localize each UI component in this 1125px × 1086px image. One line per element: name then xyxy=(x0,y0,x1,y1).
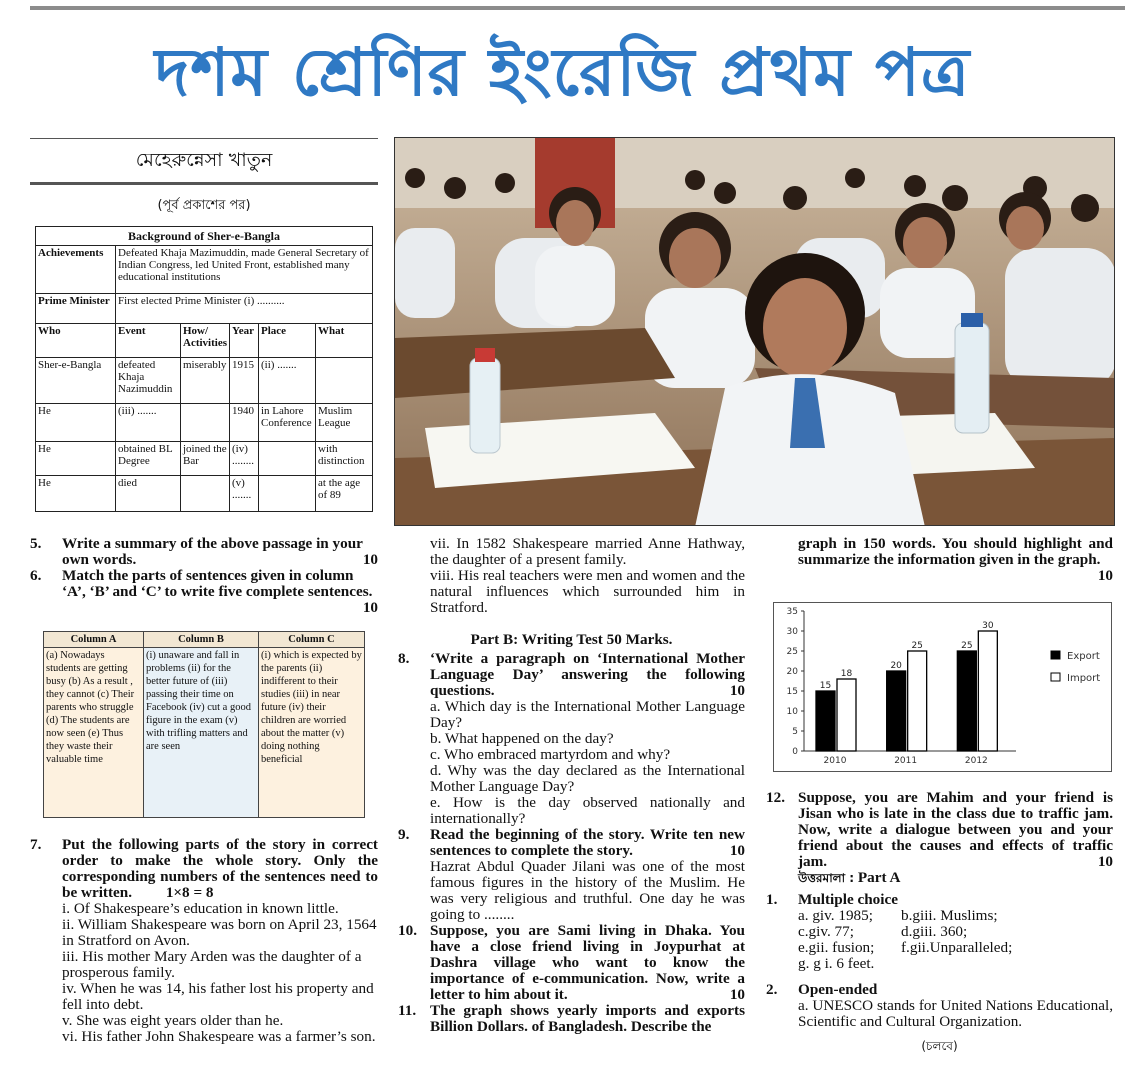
table-cell: at the age of 89 xyxy=(316,476,373,512)
author-bottom-rule xyxy=(30,182,378,185)
author-name: মেহেরুন্নেসা খাতুন xyxy=(135,149,273,171)
table-cell: obtained BL Degree xyxy=(116,442,181,476)
question-marks: 10 xyxy=(1097,853,1113,870)
answer-title: Multiple choice xyxy=(798,891,898,908)
header-cell: Who xyxy=(36,324,116,358)
table-row xyxy=(36,476,373,512)
question-number: 10. xyxy=(398,922,417,939)
author-top-rule xyxy=(30,138,378,139)
column-b-header: Column B xyxy=(144,632,259,648)
bar-export xyxy=(887,671,906,751)
list-item: i. Of Shakespeare’s education in known little. xyxy=(62,900,339,917)
table-cell: with distinction xyxy=(316,442,373,476)
header-cell: Year xyxy=(230,324,259,358)
table-cell: Muslim League xyxy=(316,404,373,442)
data-label: 15 xyxy=(819,681,832,691)
answer-number: 2. xyxy=(766,981,778,998)
question-number: 6. xyxy=(30,567,42,584)
column-a-items: (a) Nowadays students are getting busy (b) As a result , they cannot (c) Their parents who struggle (d) The students are now seen (e) Thus they waste their valuable time xyxy=(44,648,144,818)
question-number: 11. xyxy=(398,1002,417,1019)
column-2 xyxy=(398,536,745,1035)
exam-hall-photo xyxy=(394,137,1115,526)
mc-answers xyxy=(798,908,1113,972)
legend-label-export: Export xyxy=(1067,651,1100,662)
question-marks: 10 xyxy=(729,682,745,699)
table-cell: 1940 xyxy=(230,404,259,442)
y-tick-label: 15 xyxy=(786,687,798,697)
question-6 xyxy=(30,568,378,616)
list-item: viii. His real teachers were men and women and the natural influences which surrounded him in Stratford. xyxy=(430,567,745,616)
table-cell xyxy=(181,476,230,512)
achievements-label: Achievements xyxy=(36,246,116,294)
column-b-items: (i) unaware and fall in problems (ii) for the better future of (iii) passing their time on Facebook (iv) cut a good figure in the exam (v) with trifling matters and are seen xyxy=(144,648,259,818)
question-marks: 10 xyxy=(362,599,378,616)
table-cell: (v) ....... xyxy=(230,476,259,512)
answers-heading xyxy=(798,870,1113,886)
bar-import xyxy=(908,651,927,751)
column-a-header: Column A xyxy=(44,632,144,648)
mc-answer: d.giii. 360; xyxy=(901,923,968,940)
page-title: দশম শ্রেণির ইংরেজি প্রথম পত্র xyxy=(154,34,971,111)
question-number: 9. xyxy=(398,826,410,843)
table-cell: (iii) ....... xyxy=(116,404,181,442)
question-text: Match the parts of sentences given in column ‘A’, ‘B’ and ‘C’ to write five complete sentences. xyxy=(62,567,373,600)
background-table xyxy=(35,226,373,512)
table-cell xyxy=(259,476,316,512)
pm-label: Prime Minister xyxy=(36,294,116,324)
import-export-chart xyxy=(773,602,1112,772)
story-beginning: Hazrat Abdul Quader Jilani was one of the most famous figures in the history of the Muslim. He was very religious and truthful. One day he was going to ........ xyxy=(430,858,745,923)
table-cell: joined the Bar xyxy=(181,442,230,476)
question-text: Read the beginning of the story. Write ten new sentences to complete the story. xyxy=(430,826,745,859)
table-cell: He xyxy=(36,476,116,512)
pm-text: First elected Prime Minister (i) .......... xyxy=(116,294,373,324)
y-tick-label: 25 xyxy=(786,647,798,657)
table-header-row xyxy=(36,324,373,358)
table-cell: (ii) ....... xyxy=(259,358,316,404)
data-label: 25 xyxy=(911,641,923,651)
list-item: a. Which day is the International Mother Language Day? xyxy=(430,698,745,731)
list-item: d. Why was the day declared as the International Mother Language Day? xyxy=(430,762,745,795)
column-c-items: (i) which is expected by the parents (ii) indifferent to their studies (iii) in near future (iv) their children are worried about the matter (v) doing nothing beneficial xyxy=(259,648,365,818)
continued-note: (পূর্ব প্রকাশের পর) xyxy=(157,198,251,213)
y-tick-label: 30 xyxy=(786,627,798,637)
table-cell xyxy=(181,404,230,442)
question-12 xyxy=(766,790,1113,870)
table-row xyxy=(36,358,373,404)
question-text: Put the following parts of the story in correct order to make the whole story. Only the corresponding numbers of the sentences need to be written. xyxy=(62,836,378,901)
question-number: 5. xyxy=(30,535,42,552)
answers-label: উত্তরমালা : xyxy=(798,871,855,885)
column-3 xyxy=(766,790,1113,1054)
table-cell xyxy=(259,442,316,476)
table-cell: 1915 xyxy=(230,358,259,404)
question-7 xyxy=(30,837,378,1045)
answer-1 xyxy=(766,892,1113,908)
table-cell: He xyxy=(36,442,116,476)
y-tick-label: 20 xyxy=(786,667,798,677)
mc-answer: f.gii.Unparalleled; xyxy=(901,939,1013,956)
part-b-heading: Part B: Writing Test 50 Marks. xyxy=(470,631,673,648)
table-cell xyxy=(316,358,373,404)
question-marks: 10 xyxy=(729,842,745,859)
mc-answer: e.gii. fusion; xyxy=(798,939,875,956)
legend-swatch-import xyxy=(1051,673,1060,681)
bar-export xyxy=(816,691,835,751)
question-10 xyxy=(398,923,745,1003)
list-item: vii. In 1582 Shakespeare married Anne Hathway, the daughter of a present family. xyxy=(430,535,745,568)
question-marks: 10 xyxy=(729,986,745,1003)
question-text: The graph shows yearly imports and exports Billion Dollars. of Bangladesh. Describe the xyxy=(430,1002,745,1035)
list-item: v. She was eight years older than he. xyxy=(62,1012,284,1029)
answer-2 xyxy=(766,982,1113,998)
list-item: vi. His father John Shakespeare was a farmer’s son. xyxy=(62,1028,376,1045)
table-cell: in Lahore Conference xyxy=(259,404,316,442)
story-parts xyxy=(62,901,378,1045)
header-cell: How/ Activities xyxy=(181,324,230,358)
table-title: Background of Sher-e-Bangla xyxy=(36,227,373,246)
header-cell: What xyxy=(316,324,373,358)
list-item: ii. William Shakespeare was born on April 23, 1564 in Stratford on Avon. xyxy=(62,916,377,949)
header-cell: Place xyxy=(259,324,316,358)
table-row xyxy=(36,442,373,476)
list-item: c. Who embraced martyrdom and why? xyxy=(430,746,671,763)
mc-answer: a. giv. 1985; xyxy=(798,907,873,924)
answer-number: 1. xyxy=(766,891,778,908)
question-number: 8. xyxy=(398,650,410,667)
y-tick-label: 5 xyxy=(792,727,798,737)
x-tick-label: 2010 xyxy=(823,756,847,766)
question-5 xyxy=(30,536,378,568)
bar-import xyxy=(837,679,856,751)
matching-table xyxy=(43,631,365,818)
question-number: 7. xyxy=(30,836,42,853)
answers-part: Part A xyxy=(857,869,901,886)
question-text: ‘Write a paragraph on ‘International Mother Language Day’ answering the following questions. xyxy=(430,650,745,699)
table-row xyxy=(36,404,373,442)
exam-hall-illustration xyxy=(395,138,1115,526)
list-item: iv. When he was 14, his father lost his property and fell into debt. xyxy=(62,980,374,1013)
mc-answer: g. g i. 6 feet. xyxy=(798,955,875,972)
question-8 xyxy=(398,651,745,699)
question-text: Suppose, you are Mahim and your friend is Jisan who is late in the class due to traffic jam. Now, write a dialogue between you and your friend about the causes and effects of traffic jam. xyxy=(798,789,1113,870)
header-cell: Event xyxy=(116,324,181,358)
table-cell: died xyxy=(116,476,181,512)
mc-answer: c.giv. 77; xyxy=(798,923,854,940)
question-9 xyxy=(398,827,745,859)
achievements-text: Defeated Khaja Mazimuddin, made General Secretary of Indian Congress, led United Front, established many educational institutions xyxy=(116,246,373,294)
bar-export xyxy=(957,651,976,751)
list-item: e. How is the day observed nationally and internationally? xyxy=(430,794,745,827)
table-cell: miserably xyxy=(181,358,230,404)
list-item: b. What happened on the day? xyxy=(430,730,614,747)
x-tick-label: 2012 xyxy=(964,756,988,766)
question-11-continued xyxy=(798,536,1113,584)
chart-svg xyxy=(774,603,1113,773)
legend-swatch-export xyxy=(1051,651,1060,659)
data-label: 18 xyxy=(840,669,853,679)
question-8-items xyxy=(430,699,745,827)
y-tick-label: 35 xyxy=(786,607,798,617)
question-number: 12. xyxy=(766,789,785,806)
data-label: 25 xyxy=(961,641,973,651)
bar-import xyxy=(978,631,997,751)
column-c-header: Column C xyxy=(259,632,365,648)
question-text: graph in 150 words. You should highlight and summarize the information given in the graph. xyxy=(798,535,1113,568)
list-item: iii. His mother Mary Arden was the daughter of a prosperous family. xyxy=(62,948,362,981)
y-tick-label: 10 xyxy=(786,707,798,717)
answer-title: Open-ended xyxy=(798,981,878,998)
mc-answer: b.giii. Muslims; xyxy=(901,907,998,924)
table-cell: He xyxy=(36,404,116,442)
table-cell: Sher-e-Bangla xyxy=(36,358,116,404)
legend-label-import: Import xyxy=(1067,673,1101,684)
question-text: Suppose, you are Sami living in Dhaka. You have a close friend living in Joypurhat at Dashra village who want to know the importance of e-communication. Now, write a letter to him about it. xyxy=(430,922,745,1003)
x-tick-label: 2011 xyxy=(894,756,918,766)
data-label: 20 xyxy=(890,661,902,671)
question-text: Write a summary of the above passage in your own words. xyxy=(62,535,363,568)
y-tick-label: 0 xyxy=(792,747,798,757)
open-ended-answer: a. UNESCO stands for United Nations Educational, Scientific and Cultural Organization. xyxy=(798,997,1113,1030)
question-11 xyxy=(398,1003,745,1035)
question-marks: 10 xyxy=(362,551,378,568)
question-marks: 1×8 = 8 xyxy=(165,884,214,901)
table-cell: defeated Khaja Nazimuddin xyxy=(116,358,181,404)
top-rule xyxy=(30,6,1125,10)
question-marks: 10 xyxy=(1097,567,1113,584)
continued-label: (চলবে) xyxy=(921,1039,958,1053)
data-label: 30 xyxy=(982,621,994,631)
table-cell: (iv) ........ xyxy=(230,442,259,476)
